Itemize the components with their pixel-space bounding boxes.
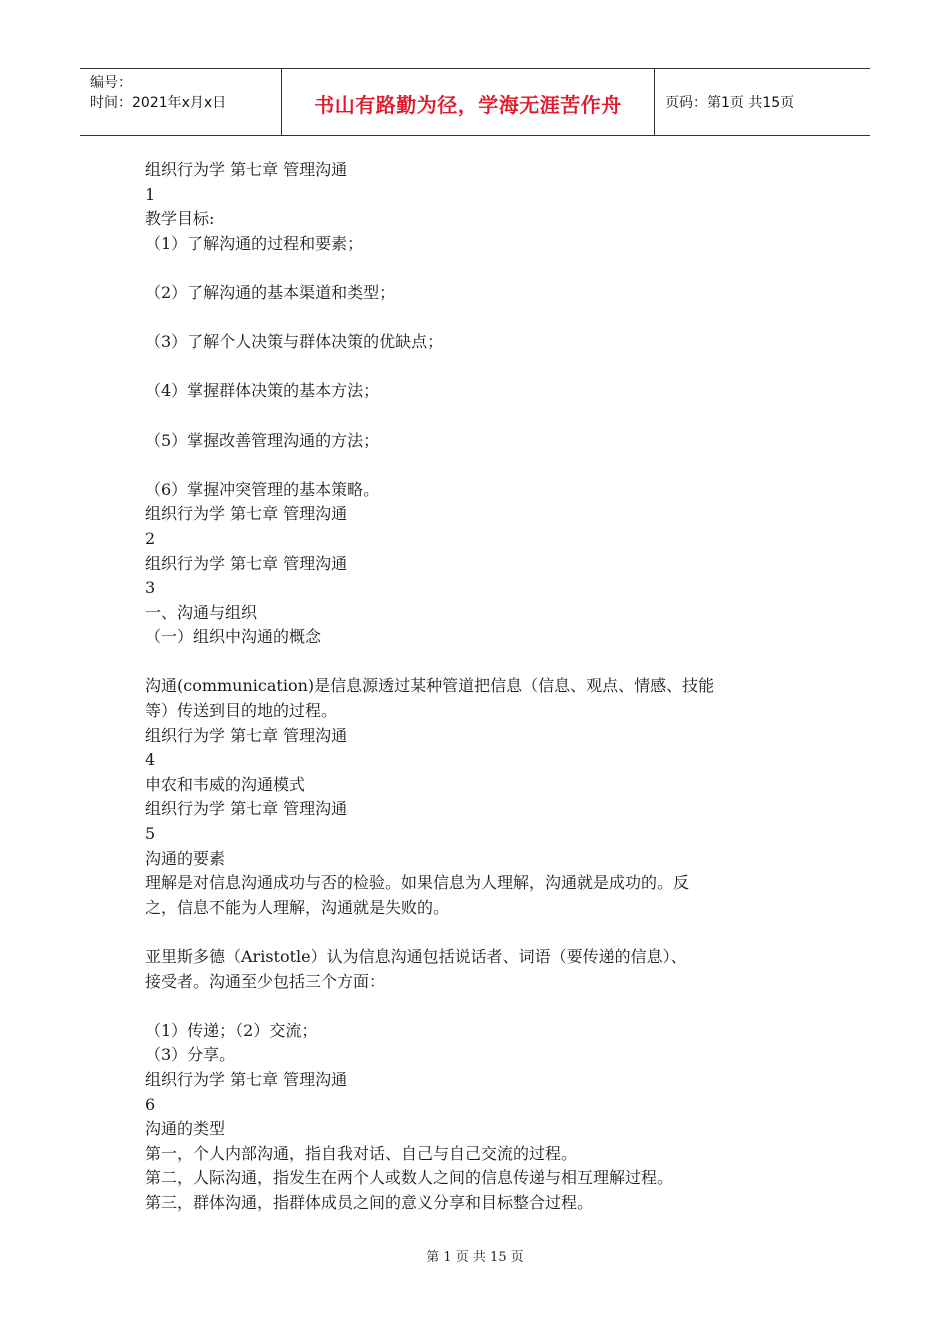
text-line: （3）了解个人决策与群体决策的优缺点；: [145, 332, 444, 352]
document-body: [145, 158, 815, 1216]
blank-line: [145, 994, 815, 1019]
blank-line: [145, 256, 815, 281]
text-line: 组织行为学 第七章 管理沟通: [145, 504, 348, 524]
header-page-info: 页码：第1页 共15页: [665, 95, 795, 111]
page-header: [80, 68, 870, 136]
number-label: 编号：: [90, 75, 132, 91]
text-line: 组织行为学 第七章 管理沟通: [145, 553, 348, 573]
text-line: （3）分享。: [145, 1045, 236, 1065]
text-line: 6: [145, 1094, 156, 1114]
text-line: （2）了解沟通的基本渠道和类型；: [145, 282, 396, 302]
time-label: 时间：2021年x月x日: [90, 95, 227, 111]
text-line: 亚里斯多德（Aristotle）认为信息沟通包括说话者、词语（要传递的信息）、: [145, 947, 687, 966]
text-line: 接受者。沟通至少包括三个方面：: [145, 971, 386, 991]
text-line: 2: [145, 528, 156, 548]
blank-line: [145, 355, 815, 380]
text-line: 等）传送到目的地的过程。: [145, 701, 338, 721]
text-line: 沟通(communication)是信息源透过某种管道把信息（信息、观点、情感、技能: [145, 676, 715, 696]
text-line: 5: [145, 824, 156, 844]
text-line: 1: [145, 184, 156, 204]
page-footer: 第 1 页 共 15 页: [426, 1250, 524, 1265]
text-line: 教学目标:: [145, 209, 215, 229]
text-line: 组织行为学 第七章 管理沟通: [145, 160, 348, 179]
header-meta: [80, 69, 282, 135]
text-line: 第一，个人内部沟通，指自我对话、自己与自己交流的过程。: [145, 1143, 578, 1163]
text-line: 申农和韦威的沟通模式: [145, 774, 306, 794]
text-line: （1）传递；（2）交流；: [145, 1020, 318, 1040]
text-line: （4）掌握群体决策的基本方法；: [145, 381, 380, 401]
text-line: 3: [145, 578, 156, 598]
text-line: 一、沟通与组织: [145, 602, 258, 622]
blank-line: [145, 650, 815, 675]
text-line: （6）掌握冲突管理的基本策略。: [145, 479, 380, 499]
blank-line: [145, 306, 815, 331]
header-motto: 书山有路勤为径，学海无涯苦作舟: [282, 69, 655, 135]
text-line: 4: [145, 750, 156, 770]
blank-line: [145, 404, 815, 429]
text-line: （1）了解沟通的过程和要素；: [145, 233, 364, 253]
blank-line: [145, 453, 815, 478]
text-line: （一）组织中沟通的概念: [145, 627, 322, 647]
text-line: 沟通的类型: [145, 1119, 226, 1139]
text-line: 第三，群体沟通，指群体成员之间的意义分享和目标整合过程。: [145, 1192, 594, 1212]
text-line: 组织行为学 第七章 管理沟通: [145, 725, 348, 745]
text-line: 组织行为学 第七章 管理沟通: [145, 799, 348, 819]
text-line: 之，信息不能为人理解，沟通就是失败的。: [145, 897, 450, 917]
blank-line: [145, 920, 815, 945]
text-line: 理解是对信息沟通成功与否的检验。如果信息为人理解，沟通就是成功的。反: [145, 873, 690, 893]
text-line: 第二，人际沟通，指发生在两个人或数人之间的信息传递与相互理解过程。: [145, 1168, 674, 1188]
text-line: （5）掌握改善管理沟通的方法；: [145, 430, 380, 450]
text-line: 组织行为学 第七章 管理沟通: [145, 1069, 348, 1089]
text-line: 沟通的要素: [145, 848, 226, 868]
